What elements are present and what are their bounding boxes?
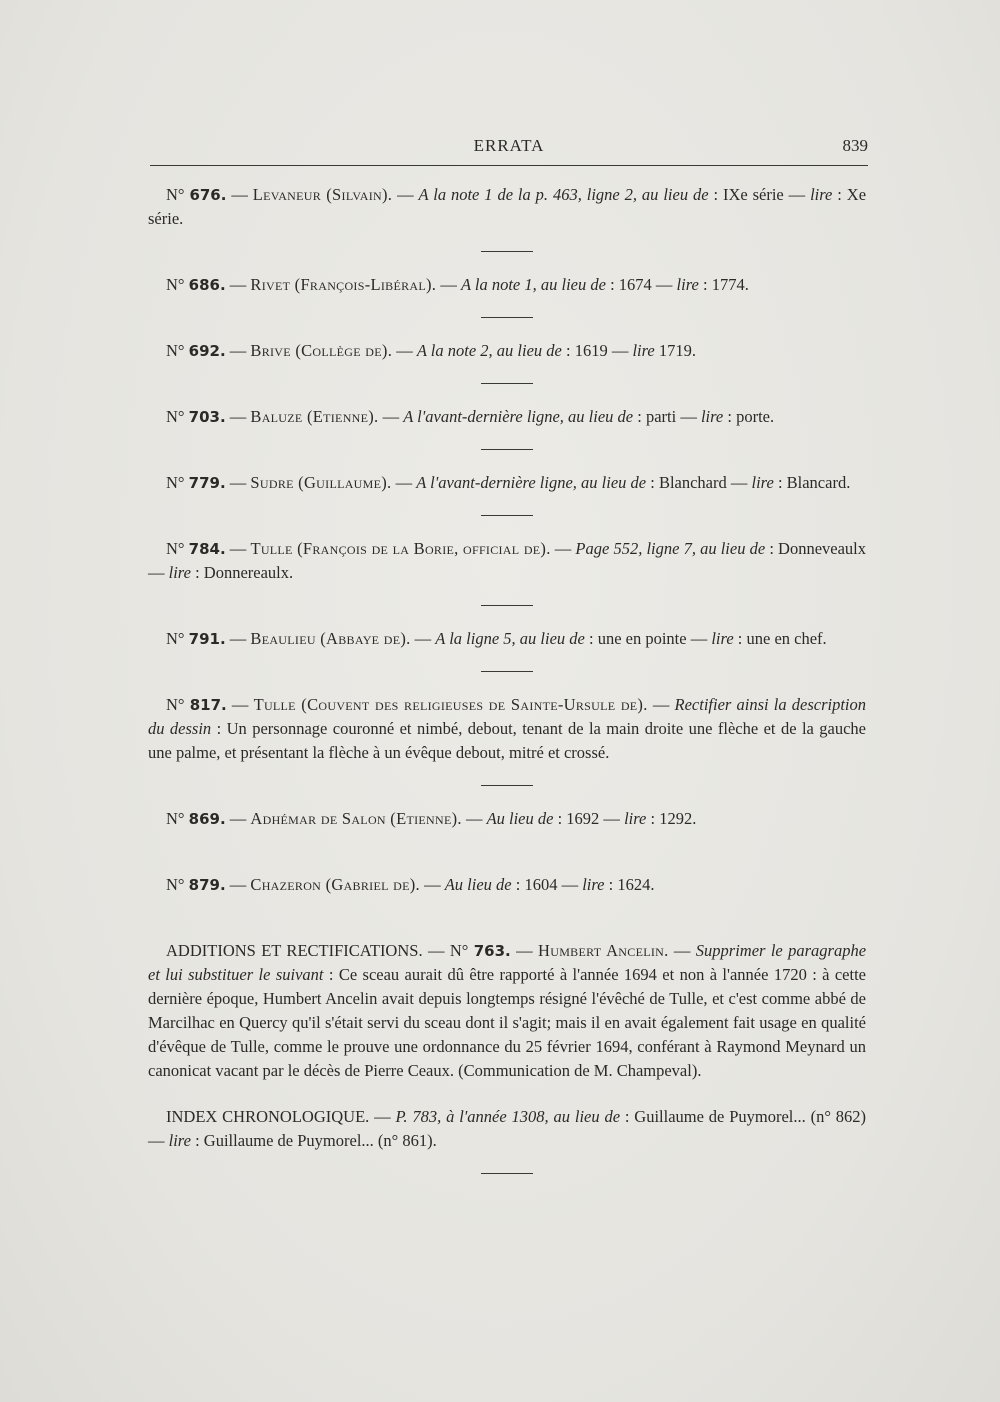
entry-correct-text: : Donnereaulx. — [190, 563, 294, 582]
entry-lire: lire — [751, 473, 774, 492]
entry-location: A l'avant-dernière ligne, au lieu de — [403, 407, 634, 426]
dash: — — [392, 185, 419, 204]
separator-rule — [481, 251, 533, 252]
entry-correct-text: : 1624. — [604, 875, 655, 894]
entry-location: A la note 1, au lieu de — [460, 275, 606, 294]
entry-lire: lire — [711, 629, 734, 648]
entry-name: Tulle (Couvent des religieuses de Sainte-Ursule de). — [253, 695, 648, 714]
entry-wrong-text: : parti — — [633, 407, 701, 426]
index-paragraph — [148, 1105, 866, 1153]
entry-number: 791. — [188, 630, 226, 648]
entry-wrong-text: : IXe série — — [708, 185, 811, 204]
entry-name: Tulle (François de la Borie, official de). — [250, 539, 551, 558]
entry-number: 692. — [188, 342, 226, 360]
entry-name: Sudre (Guillaume). — [250, 473, 392, 492]
entry-lire: lire — [624, 809, 647, 828]
entry-name: Levaneur (Silvain). — [252, 185, 393, 204]
entry-number-prefix: N° — [166, 809, 185, 828]
entry-lire: lire — [168, 563, 191, 582]
entry-wrong-text: : Blanchard — — [646, 473, 752, 492]
entry-number: 869. — [188, 810, 226, 828]
separator-rule — [481, 317, 533, 318]
dash: — — [419, 875, 445, 894]
dash: — — [225, 341, 251, 360]
separator-rule — [481, 671, 533, 672]
entry-name: Beaulieu (Abbaye de). — [250, 629, 411, 648]
separator-rule — [481, 605, 533, 606]
entry-number: 703. — [188, 408, 226, 426]
errata-entry — [148, 807, 866, 831]
dash: — — [510, 941, 539, 960]
dash: — — [225, 539, 251, 558]
entry-number: 763. — [473, 942, 511, 960]
dash: — — [550, 539, 576, 558]
separator-rule — [481, 515, 533, 516]
dash: — — [225, 809, 251, 828]
page-number: 839 — [842, 136, 868, 155]
dash: — — [225, 629, 251, 648]
dash: — — [378, 407, 404, 426]
entry-number-prefix: N° — [166, 875, 185, 894]
entry-number: 779. — [188, 474, 226, 492]
entry-correct-text: : Blancard. — [773, 473, 851, 492]
entry-location: A l'avant-dernière ligne, au lieu de — [416, 473, 647, 492]
entry-location: A la note 1 de la p. 463, ligne 2, au lieu de — [418, 185, 709, 204]
entry-lire: lire — [582, 875, 605, 894]
entry-lire: lire — [810, 185, 833, 204]
entry-number-prefix: N° — [449, 941, 469, 960]
entry-lire: lire — [700, 407, 724, 426]
entry-name: Rivet (François-Libéral). — [250, 275, 437, 294]
dash: — — [647, 695, 675, 714]
entry-name: Baluze (Etienne). — [250, 407, 379, 426]
separator-rule — [481, 383, 533, 384]
entry-correct-text: : 1774. — [698, 275, 749, 294]
separator-rule — [481, 785, 533, 786]
entry-location: Au lieu de — [486, 809, 554, 828]
errata-entry — [148, 693, 866, 765]
entry-wrong-text: : 1619 — — [561, 341, 633, 360]
errata-entry — [148, 273, 866, 297]
dash: — — [461, 809, 487, 828]
dash: — — [392, 341, 417, 360]
additions-paragraph — [148, 939, 866, 1083]
entry-lire: lire — [676, 275, 699, 294]
entry-number-prefix: N° — [166, 341, 185, 360]
entry-name: Humbert Ancelin. — [538, 941, 669, 960]
index-lire: lire — [168, 1131, 191, 1150]
errata-entry — [148, 405, 866, 429]
index-heading: INDEX CHRONOLOGIQUE. — [166, 1107, 370, 1126]
entry-description: : Un personnage couronné et nimbé, debout, tenant de la main droite une flèche et de la gauche une palme, et présentant la flèche à un évêque debout, mitré et crossé. — [148, 719, 867, 762]
entry-lire: lire — [632, 341, 655, 360]
additions-instruction: Supprimer le paragraphe et lui substituer le suivant — [148, 941, 867, 984]
entry-number-prefix: N° — [166, 629, 185, 648]
running-title: ERRATA — [473, 136, 545, 155]
dash: — — [225, 875, 251, 894]
separator-rule — [481, 1173, 533, 1174]
entry-wrong-text: : 1604 — — [511, 875, 583, 894]
dash: — — [422, 941, 450, 960]
entry-number-prefix: N° — [166, 539, 185, 558]
entry-wrong-text: : une en pointe — — [584, 629, 712, 648]
entry-wrong-text: : 1674 — — [605, 275, 677, 294]
entry-number: 784. — [188, 540, 226, 558]
dash: — — [410, 629, 436, 648]
separator-rule — [481, 449, 533, 450]
entry-number-prefix: N° — [166, 695, 185, 714]
entry-correct-text: : 1292. — [646, 809, 697, 828]
entry-location: Rectifier ainsi la description du dessin — [148, 695, 867, 738]
entry-number-prefix: N° — [166, 473, 185, 492]
entry-correct-text: : une en chef. — [733, 629, 827, 648]
dash: — — [226, 185, 253, 204]
dash: — — [369, 1107, 396, 1126]
dash: — — [226, 695, 254, 714]
entry-location: Page 552, ligne 7, au lieu de — [575, 539, 766, 558]
index-location: P. 783, à l'année 1308, au lieu de — [395, 1107, 621, 1126]
header-rule — [150, 165, 868, 166]
index-correct-text: : Guillaume de Puymorel... (n° 861). — [190, 1131, 437, 1150]
entry-name: Brive (Collège de). — [250, 341, 393, 360]
errata-entry — [148, 471, 866, 495]
dash: — — [668, 941, 696, 960]
spacer — [148, 1083, 866, 1105]
entry-correct-text: : porte. — [723, 407, 775, 426]
dash: — — [225, 275, 251, 294]
entry-number: 879. — [188, 876, 226, 894]
entry-number: 686. — [188, 276, 226, 294]
errata-entry — [148, 183, 866, 231]
errata-content — [148, 183, 866, 1195]
entry-wrong-text: : Donneveaulx — — [148, 539, 867, 582]
errata-entry — [148, 873, 866, 897]
page-header — [150, 136, 868, 158]
entry-location: A la note 2, au lieu de — [416, 341, 562, 360]
entry-number: 676. — [189, 186, 227, 204]
errata-entry — [148, 339, 866, 363]
entry-name: Adhémar de Salon (Etienne). — [250, 809, 462, 828]
entry-correct-text: 1719. — [654, 341, 697, 360]
entry-number-prefix: N° — [166, 275, 185, 294]
additions-heading: ADDITIONS ET RECTIFICATIONS. — [166, 941, 423, 960]
errata-entry — [148, 627, 866, 651]
dash: — — [225, 407, 251, 426]
entry-location: A la ligne 5, au lieu de — [435, 629, 585, 648]
dash: — — [225, 473, 251, 492]
dash: — — [391, 473, 417, 492]
entry-number-prefix: N° — [166, 185, 185, 204]
entry-number: 817. — [189, 696, 227, 714]
entry-correct-text: : Xe série. — [148, 185, 867, 228]
entry-wrong-text: : 1692 — — [553, 809, 625, 828]
entry-location: Au lieu de — [444, 875, 512, 894]
additions-body: : Ce sceau aurait dû être rapporté à l'année 1694 et non à l'année 1720 : à cette dernière époque, Humbert Ancelin avait depuis longtemps résigné l'évêché de Tulle, et c'est comme abbé de Marcilhac en Quercy qu'il s'était servi du sceau dont il s'agit; mais il en avait également fait usage en qualité d'évêque de Tulle, comme le prouve une ordonnance du 25 février 1694, conférant à Raymond Meynard un canonicat vacant par le décès de Pierre Ceaux. (Communication de M. Champeval). — [148, 965, 866, 1080]
entry-number-prefix: N° — [166, 407, 185, 426]
entry-name: Chazeron (Gabriel de). — [250, 875, 420, 894]
errata-entry — [148, 537, 866, 585]
index-wrong-text: : Guillaume de Puymorel... (n° 862) — — [148, 1107, 866, 1150]
dash: — — [436, 275, 461, 294]
